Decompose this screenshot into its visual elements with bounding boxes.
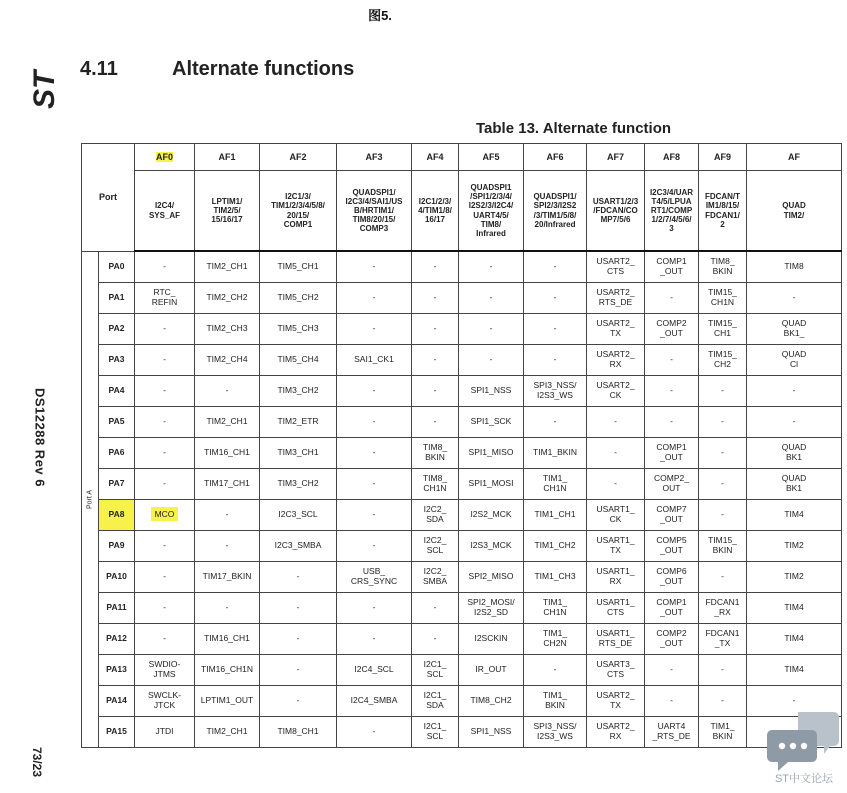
af-cell: - <box>412 313 459 344</box>
table-row <box>82 499 842 530</box>
table-row <box>82 716 842 747</box>
af-cell: SPI2_MOSI/ I2S2_SD <box>459 592 524 623</box>
table-row <box>82 282 842 313</box>
af-cell: COMP1 _OUT <box>645 251 699 282</box>
af-cell: - <box>412 375 459 406</box>
af-cell: TIM15_ BKIN <box>699 530 747 561</box>
af-cell: USART1_ RX <box>587 561 645 592</box>
af-cell: - <box>524 344 587 375</box>
af-cell: - <box>337 437 412 468</box>
af-header-6: AF6 <box>524 144 587 171</box>
af-cell: - <box>524 251 587 282</box>
af-cell: - <box>699 406 747 437</box>
af-cell: - <box>699 685 747 716</box>
af-cell: - <box>260 623 337 654</box>
af-cell: TIM8_CH1 <box>260 716 337 747</box>
af-cell: - <box>260 654 337 685</box>
af-cell: USART1_ RTS_DE <box>587 623 645 654</box>
af-cell: - <box>459 282 524 313</box>
af-header-1: AF1 <box>195 144 260 171</box>
pin-name: PA6 <box>99 437 135 468</box>
table-row <box>82 437 842 468</box>
section-heading <box>80 58 354 81</box>
af-cell: - <box>135 623 195 654</box>
af-cell: QUAD BK1_ <box>747 313 842 344</box>
af-cell: COMP2_ OUT <box>645 468 699 499</box>
pin-name: PA0 <box>99 251 135 282</box>
af-cell: FDCAN1 _RX <box>699 592 747 623</box>
af-description-9: FDCAN/T IM1/8/15/ FDCAN1/ 2 <box>699 171 747 252</box>
af-cell: USART2_ RTS_DE <box>587 282 645 313</box>
af-cell: - <box>699 654 747 685</box>
af-cell: TIM1_CH1 <box>524 499 587 530</box>
af-cell: I2S3_MCK <box>459 530 524 561</box>
af-cell: - <box>337 623 412 654</box>
af-cell: - <box>524 282 587 313</box>
af-cell: - <box>645 685 699 716</box>
af-cell: TIM2_CH2 <box>195 282 260 313</box>
af-cell: TIM2_ETR <box>260 406 337 437</box>
af-cell: SPI1_MISO <box>459 437 524 468</box>
af-cell: SPI1_NSS <box>459 716 524 747</box>
af-cell: TIM8 <box>747 251 842 282</box>
af-cell: TIM4 <box>747 499 842 530</box>
af-cell: - <box>645 375 699 406</box>
af-cell: TIM8_ CH1N <box>412 468 459 499</box>
af-cell: TIM2 <box>747 561 842 592</box>
af-cell: USART2_ TX <box>587 685 645 716</box>
af-cell: TIM1_CH3 <box>524 561 587 592</box>
af-cell: LPTIM1_OUT <box>195 685 260 716</box>
pin-name: PA15 <box>99 716 135 747</box>
af-cell: - <box>135 468 195 499</box>
af-cell: I2C2_ SMBA <box>412 561 459 592</box>
af-cell: - <box>337 313 412 344</box>
af-cell: - <box>135 375 195 406</box>
af-cell: TIM1_CH2 <box>524 530 587 561</box>
af-cell: - <box>645 344 699 375</box>
af-cell: - <box>412 344 459 375</box>
af-cell: - <box>135 313 195 344</box>
af-cell: COMP7 _OUT <box>645 499 699 530</box>
af-cell: TIM5_CH1 <box>260 251 337 282</box>
af-cell: SWCLK- JTCK <box>135 685 195 716</box>
af-header-7: AF7 <box>587 144 645 171</box>
af-cell: - <box>337 592 412 623</box>
af-cell: SPI1_NSS <box>459 375 524 406</box>
af-cell: TIM5_CH3 <box>260 313 337 344</box>
table-row <box>82 530 842 561</box>
af-cell: I2C2_ SDA <box>412 499 459 530</box>
af-cell: TIM15_ CH1 <box>699 313 747 344</box>
af-cell: - <box>337 282 412 313</box>
af-cell: TIM3_CH2 <box>260 468 337 499</box>
af-cell: USART2_ CK <box>587 375 645 406</box>
pin-name: PA10 <box>99 561 135 592</box>
af-cell: - <box>747 406 842 437</box>
af-cell: USART2_ CTS <box>587 251 645 282</box>
af-cell: TIM2_CH1 <box>195 251 260 282</box>
af-cell: - <box>459 344 524 375</box>
af-cell: COMP5 _OUT <box>645 530 699 561</box>
af-cell: - <box>195 375 260 406</box>
af-cell: USART1_ CK <box>587 499 645 530</box>
af-cell: - <box>412 592 459 623</box>
af-cell: - <box>699 437 747 468</box>
af-cell: TIM1_ BKIN <box>524 685 587 716</box>
af-cell: QUAD BK1 <box>747 437 842 468</box>
table-row <box>82 468 842 499</box>
af-cell: TIM1_ CH2N <box>524 623 587 654</box>
pin-name: PA13 <box>99 654 135 685</box>
af-cell: SPI1_MOSI <box>459 468 524 499</box>
port-header: Port <box>82 144 135 252</box>
af-cell: - <box>337 251 412 282</box>
af-cell: TIM4 <box>747 654 842 685</box>
af-cell: - <box>645 282 699 313</box>
af-cell: - <box>699 561 747 592</box>
section-number: 4.11 <box>80 58 118 80</box>
table-row <box>82 685 842 716</box>
af-cell: - <box>135 592 195 623</box>
af-cell: - <box>337 406 412 437</box>
af-cell <box>135 499 195 530</box>
table-row <box>82 313 842 344</box>
pin-name: PA12 <box>99 623 135 654</box>
af-cell: I2C2_ SCL <box>412 530 459 561</box>
af-header-5: AF5 <box>459 144 524 171</box>
af-cell: I2SCKIN <box>459 623 524 654</box>
af-cell: - <box>337 375 412 406</box>
af-cell: SAI1_CK1 <box>337 344 412 375</box>
af-cell: UART4 _RTS_DE <box>645 716 699 747</box>
pin-name: PA3 <box>99 344 135 375</box>
af-cell: SPI1_SCK <box>459 406 524 437</box>
pin-name: PA9 <box>99 530 135 561</box>
af-header-10: AF <box>747 144 842 171</box>
table-row <box>82 375 842 406</box>
af-cell: SPI3_NSS/ I2S3_WS <box>524 716 587 747</box>
af-cell: USART1_ TX <box>587 530 645 561</box>
af-cell: - <box>135 437 195 468</box>
table-row <box>82 406 842 437</box>
af-cell: TIM4 <box>747 592 842 623</box>
af-cell: USB_ CRS_SYNC <box>337 561 412 592</box>
af-header-4: AF4 <box>412 144 459 171</box>
af-description-6: QUADSPI1/ SPI2/3/I2S2 /3/TIM1/5/8/ 20/Infrared <box>524 171 587 252</box>
af-description-1: LPTIM1/ TIM2/5/ 15/16/17 <box>195 171 260 252</box>
af-cell: - <box>747 685 842 716</box>
af-cell: I2C3_SMBA <box>260 530 337 561</box>
table-row <box>82 344 842 375</box>
af-cell: COMP2 _OUT <box>645 623 699 654</box>
af-cell: I2C3_SCL <box>260 499 337 530</box>
pin-name: PA1 <box>99 282 135 313</box>
page-reference: 73/23 <box>30 747 44 778</box>
pin-name: PA14 <box>99 685 135 716</box>
pin-name: PA7 <box>99 468 135 499</box>
af-cell: - <box>747 282 842 313</box>
af-header-3: AF3 <box>337 144 412 171</box>
af-cell: - <box>699 375 747 406</box>
pin-name: PA4 <box>99 375 135 406</box>
af-cell: TIM16_CH1N <box>195 654 260 685</box>
af-cell: COMP1 _OUT <box>645 437 699 468</box>
af-cell: - <box>260 685 337 716</box>
af-cell: - <box>135 406 195 437</box>
table-row <box>82 561 842 592</box>
mco-highlight: MCO <box>151 507 179 521</box>
af-description-5: QUADSPI1 /SPI1/2/3/4/ I2S2/3/I2C4/ UART4/5/ TIM8/ Infrared <box>459 171 524 252</box>
af-cell: - <box>195 592 260 623</box>
af-cell: SWDIO- JTMS <box>135 654 195 685</box>
af-cell: - <box>337 468 412 499</box>
pin-name: PA8 <box>99 499 135 530</box>
figure-caption: 图5. <box>368 8 392 23</box>
af-cell: - <box>337 499 412 530</box>
af-cell: TIM1_ CH1N <box>524 592 587 623</box>
af-cell: - <box>260 561 337 592</box>
af-cell: - <box>412 282 459 313</box>
af-cell: TIM15_ CH2 <box>699 344 747 375</box>
af-cell: - <box>699 468 747 499</box>
af-cell: QUAD BK1 <box>747 468 842 499</box>
af-cell: I2C4_SMBA <box>337 685 412 716</box>
af-cell: - <box>135 251 195 282</box>
af-description-7: USART1/2/3 /FDCAN/CO MP7/5/6 <box>587 171 645 252</box>
af-cell: TIM16_CH1 <box>195 623 260 654</box>
af-cell: TIM2_CH1 <box>195 406 260 437</box>
af-cell: - <box>412 251 459 282</box>
af-header-2: AF2 <box>260 144 337 171</box>
af-cell: USART2_ RX <box>587 344 645 375</box>
af-description-4: I2C1/2/3/ 4/TIM1/8/ 16/17 <box>412 171 459 252</box>
af-cell: TIM8_CH2 <box>459 685 524 716</box>
af-cell: - <box>412 623 459 654</box>
af-cell: IR_OUT <box>459 654 524 685</box>
af-cell: TIM3_CH1 <box>260 437 337 468</box>
port-group-label: Port A <box>82 251 99 747</box>
watermark-text: ST中文论坛 <box>774 773 834 785</box>
af-cell: TIM17_CH1 <box>195 468 260 499</box>
alternate-function-table-wrapper <box>81 143 807 770</box>
af-cell: TIM1_ CH1N <box>524 468 587 499</box>
alternate-function-table <box>81 143 842 748</box>
af-cell: - <box>337 530 412 561</box>
af-cell: SPI3_NSS/ I2S3_WS <box>524 375 587 406</box>
af-cell: - <box>195 530 260 561</box>
af-cell: I2C1_ SCL <box>412 654 459 685</box>
af-cell: COMP6 _OUT <box>645 561 699 592</box>
table-row <box>82 592 842 623</box>
af-cell: - <box>459 251 524 282</box>
af-cell: TIM16_CH1 <box>195 437 260 468</box>
st-logo: ST <box>28 70 61 109</box>
table-row <box>82 654 842 685</box>
table-row <box>82 623 842 654</box>
af-cell: TIM5_CH2 <box>260 282 337 313</box>
af-cell: RTC_ REFIN <box>135 282 195 313</box>
af-cell: TIM17_BKIN <box>195 561 260 592</box>
pin-name: PA2 <box>99 313 135 344</box>
af-cell: - <box>747 375 842 406</box>
af-cell: - <box>645 406 699 437</box>
af-cell: COMP2 _OUT <box>645 313 699 344</box>
af-cell: I2C4_SCL <box>337 654 412 685</box>
af-cell: USART2_ TX <box>587 313 645 344</box>
pin-name: PA5 <box>99 406 135 437</box>
af-cell: - <box>412 406 459 437</box>
af0-highlight: AF0 <box>155 151 173 162</box>
af-cell: TIM15_ CH1N <box>699 282 747 313</box>
document-reference: DS12288 Rev 6 <box>32 387 48 487</box>
af-cell: USART1_ CTS <box>587 592 645 623</box>
section-title: Alternate functions <box>172 58 355 80</box>
af-cell: - <box>260 592 337 623</box>
af-cell: QUAD Cl <box>747 344 842 375</box>
af-description-2: I2C1/3/ TIM1/2/3/4/5/8/ 20/15/ COMP1 <box>260 171 337 252</box>
af-cell: JTDI <box>135 716 195 747</box>
af-header-9: AF9 <box>699 144 747 171</box>
af-cell: TIM3_CH2 <box>260 375 337 406</box>
af-cell: - <box>524 313 587 344</box>
af-cell: TIM1_ BKIN <box>699 716 747 747</box>
af-cell: TIM8_ BKIN <box>699 251 747 282</box>
af-cell: - <box>135 530 195 561</box>
af-cell: - <box>459 313 524 344</box>
af-cell: TIM2 <box>747 530 842 561</box>
af-cell: USART2_ RX <box>587 716 645 747</box>
af-cell: TIM2_CH3 <box>195 313 260 344</box>
af-header-8: AF8 <box>645 144 699 171</box>
af-description-10: QUAD TIM2/ <box>747 171 842 252</box>
table-title: Table 13. Alternate function <box>476 120 672 137</box>
af-description-8: I2C3/4/UAR T4/5/LPUA RT1/COMP 1/2/7/4/5/6/ 3 <box>645 171 699 252</box>
af-cell: USART3_ CTS <box>587 654 645 685</box>
af-cell: - <box>587 437 645 468</box>
af-cell: TIM2_CH1 <box>195 716 260 747</box>
af-cell: SPI2_MISO <box>459 561 524 592</box>
af-cell: - <box>699 499 747 530</box>
af-cell: - <box>587 468 645 499</box>
pin-name: PA11 <box>99 592 135 623</box>
af-cell: TIM1_BKIN <box>524 437 587 468</box>
table-row <box>82 251 842 282</box>
af-cell: I2C1_ SCL <box>412 716 459 747</box>
af-cell: FDCAN1 _TX <box>699 623 747 654</box>
af-cell: - <box>524 654 587 685</box>
af-cell: TIM2_CH4 <box>195 344 260 375</box>
af-cell: - <box>524 406 587 437</box>
af-header-0 <box>135 144 195 171</box>
af-cell: - <box>135 344 195 375</box>
af-cell: - <box>337 716 412 747</box>
af-cell: I2C1_ SDA <box>412 685 459 716</box>
af-cell: TIM4 <box>747 623 842 654</box>
af-cell: TIM8_ BKIN <box>412 437 459 468</box>
af-cell: - <box>587 406 645 437</box>
af-description-3: QUADSPI1/ I2C3/4/SAI1/US B/HRTIM1/ TIM8/20/15/ COMP3 <box>337 171 412 252</box>
af-cell: - <box>195 499 260 530</box>
af-cell: - <box>135 561 195 592</box>
af-cell: - <box>645 654 699 685</box>
af-cell: I2S2_MCK <box>459 499 524 530</box>
af-cell: TIM5_CH4 <box>260 344 337 375</box>
af-description-0: I2C4/ SYS_AF <box>135 171 195 252</box>
af-cell: COMP1 _OUT <box>645 592 699 623</box>
